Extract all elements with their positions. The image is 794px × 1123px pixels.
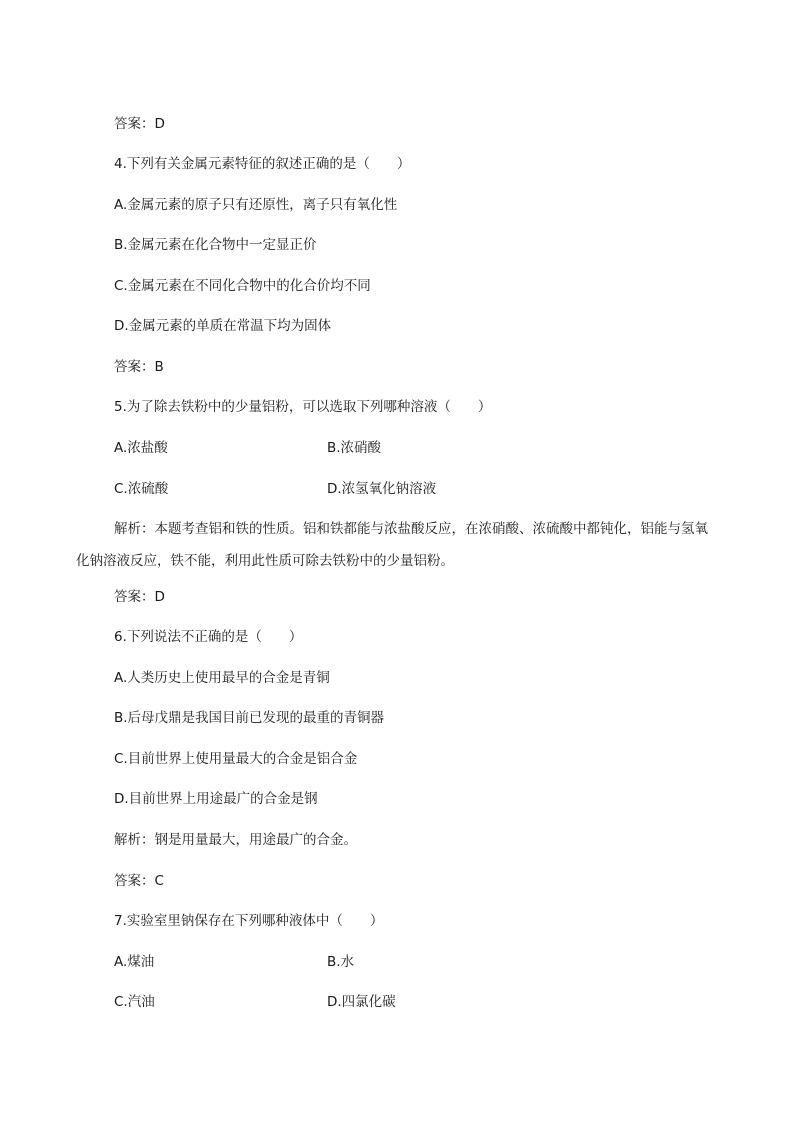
q5-option-d: D.浓氢氧化钠溶液 <box>327 481 437 497</box>
q7-option-d: D.四氯化碳 <box>327 994 396 1010</box>
q7-option-b: B.水 <box>327 954 355 970</box>
q4-option-b: B.金属元素在化合物中一定显正价 <box>114 237 317 253</box>
q4-option-c: C.金属元素在不同化合物中的化合价均不同 <box>114 278 371 294</box>
q6-option-c: C.目前世界上使用量最大的合金是铝合金 <box>114 751 358 767</box>
q5-question: 5.为了除去铁粉中的少量铝粉，可以选取下列哪种溶液（ ） <box>114 399 492 415</box>
q6-option-a: A.人类历史上使用最早的合金是青铜 <box>114 670 330 686</box>
q4-answer: 答案：B <box>114 359 164 375</box>
q6-question: 6.下列说法不正确的是（ ） <box>114 629 303 645</box>
q4-question: 4.下列有关金属元素特征的叙述正确的是（ ） <box>114 156 411 172</box>
q6-option-b: B.后母戊鼎是我国目前已发现的最重的青铜器 <box>114 710 385 726</box>
q5-analysis: 解析：本题考查铝和铁的性质。铝和铁都能与浓盐酸反应，在浓硝酸、浓硫酸中都钝化，铝能与氢氧化钠溶液反应，铁不能，利用此性质可除去铁粉中的少量铝粉。 <box>76 521 708 569</box>
q4-option-d: D.金属元素的单质在常温下均为固体 <box>114 318 332 334</box>
q6-analysis: 解析：钢是用量最大，用途最广的合金。 <box>114 832 357 848</box>
q7-option-c: C.汽油 <box>114 994 155 1010</box>
q5-option-a: A.浓盐酸 <box>114 440 168 456</box>
q7-option-a: A.煤油 <box>114 954 155 970</box>
q5-option-b: B.浓硝酸 <box>327 440 382 456</box>
q6-option-d: D.目前世界上用途最广的合金是钢 <box>114 791 318 807</box>
q6-answer: 答案：C <box>114 873 164 889</box>
q5-option-c: C.浓硫酸 <box>114 481 169 497</box>
q4-option-a: A.金属元素的原子只有还原性，离子只有氧化性 <box>114 197 398 213</box>
q3-answer: 答案：D <box>114 116 165 132</box>
q7-question: 7.实验室里钠保存在下列哪种液体中（ ） <box>114 913 384 929</box>
q5-answer: 答案：D <box>114 589 165 605</box>
